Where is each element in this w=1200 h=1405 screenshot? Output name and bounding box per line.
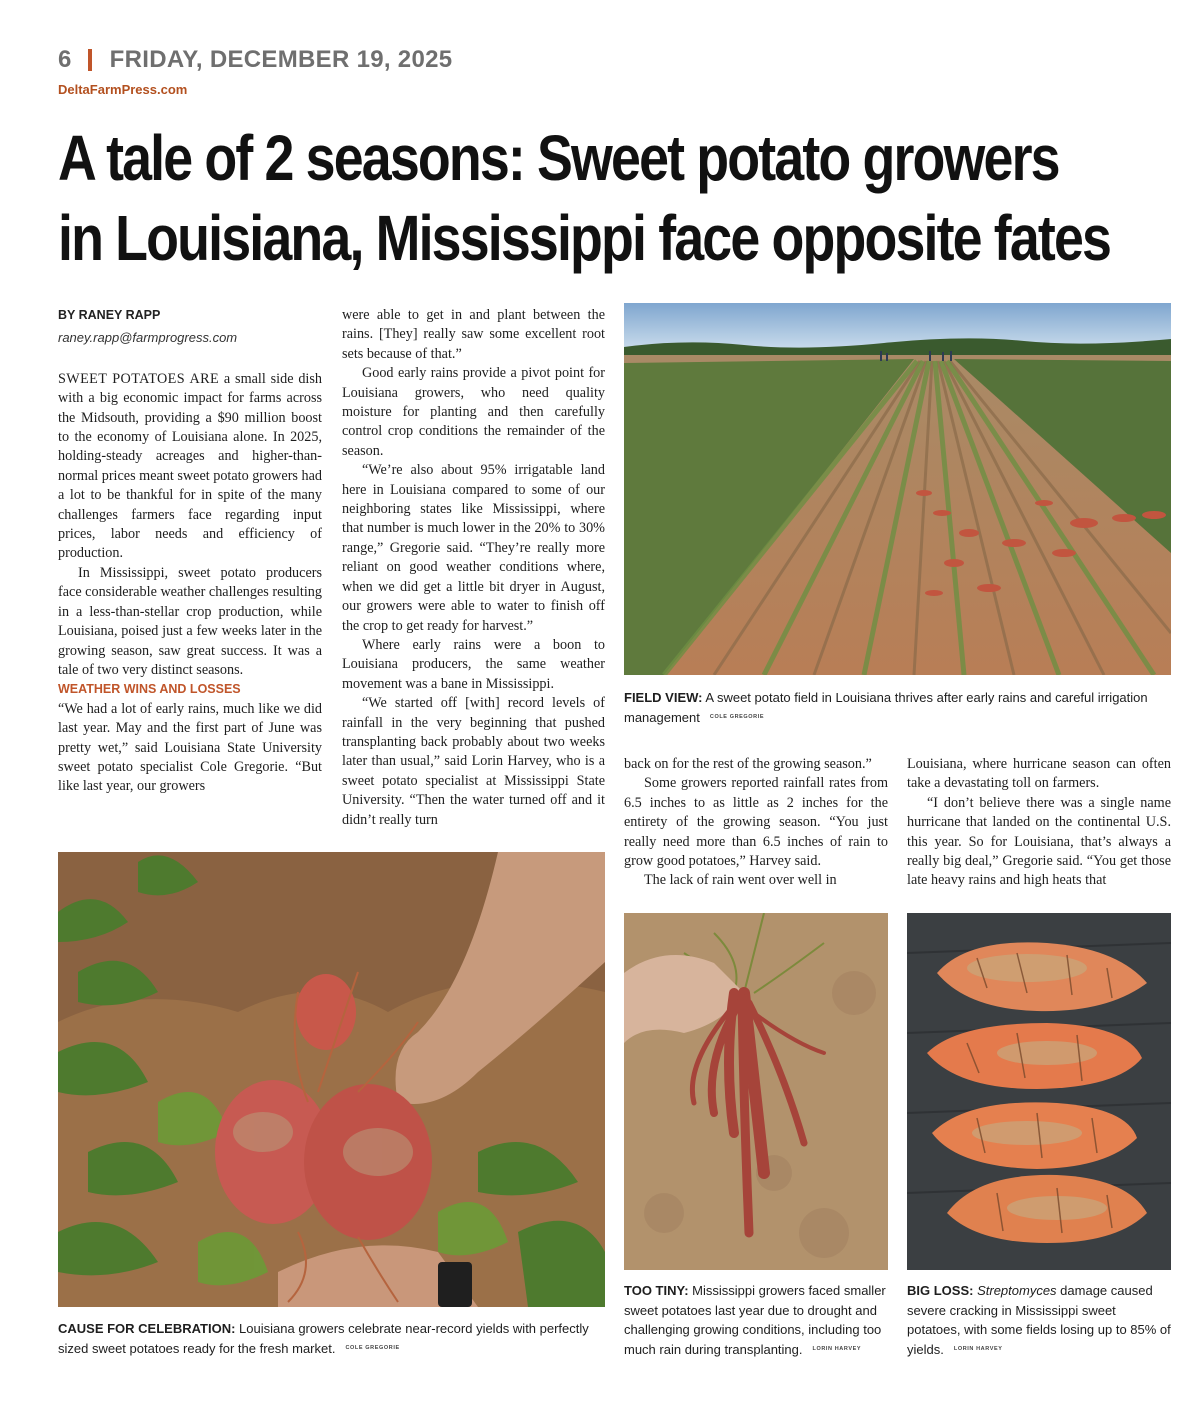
column-3 [624, 755, 888, 891]
caption-big-loss: BIG LOSS: Streptomyces damage caused severe cracking in Mississippi sweet potatoes, with some fields losing up to 85% of yields. LORIN HARVEY [907, 1283, 1171, 1357]
paragraph: “We started off [with] record levels of rainfall in the very beginning that pushed transplanting back probably about two weeks later than usual,” said Lorin Harvey, who is a sweet potato specialist at Mississippi State University. “Then the water turned off and it didn’t really turn [342, 695, 605, 828]
headline-line-2: in Louisiana, Mississippi face opposite fates [58, 202, 1111, 274]
photo-credit: LORIN HARVEY [812, 1346, 862, 1353]
issue-date: FRIDAY, DECEMBER 19, 2025 [109, 46, 453, 73]
paragraph: were able to get in and plant between the rains. [They] really saw some excellent root sets because of that.” [342, 307, 605, 362]
paragraph: Louisiana, where hurricane season can often take a devastating toll on farmers. [907, 756, 1171, 792]
caption-too-tiny: TOO TINY: Mississippi growers faced smaller sweet potatoes last year due to drought and challenging growing conditions, including too much rain during transplanting. LORIN HARVEY [624, 1283, 886, 1357]
column-2 [342, 306, 605, 830]
photo-credit: COLE GREGORIE [345, 1345, 400, 1352]
column-1 [58, 306, 322, 797]
site-url[interactable]: DeltaFarmPress.com [58, 82, 188, 97]
paragraph: The lack of rain went over well in [644, 872, 837, 889]
celebration-photo [58, 852, 605, 1307]
caption-field-view: FIELD VIEW: A sweet potato field in Louisiana thrives after early rains and careful irrigation management COLE GREGORIE [624, 690, 1148, 725]
folio [58, 46, 452, 74]
subhead-weather: WEATHER WINS AND LOSSES [58, 682, 241, 697]
paragraph: Good early rains provide a pivot point for Louisiana growers, who need quality moisture for planting and then carefully control crop conditions the remainder of the season. [342, 365, 605, 459]
page-number: 6 [58, 46, 72, 73]
paragraph: Some growers reported rainfall rates from 6.5 inches to as little as 2 inches for the entirety of the growing season. “You just really need more than 6.5 inches of rain to grow good potatoes,” Harvey said. [624, 775, 888, 870]
paragraph: back on for the rest of the growing season.” [624, 756, 872, 772]
too-tiny-photo [624, 913, 888, 1270]
paragraph: Where early rains were a boon to Louisiana producers, the same weather movement was a bane in Mississippi. [342, 636, 605, 692]
photo-credit: LORIN HARVEY [953, 1346, 1003, 1353]
photo-credit: COLE GREGORIE [709, 714, 765, 721]
caption-cause-for-celebration: CAUSE FOR CELEBRATION: Louisiana growers celebrate near-record yields with perfectly sized sweet potatoes ready for the fresh market. COLE GREGORIE [58, 1321, 589, 1356]
lead-in: SWEET POTATOES ARE [58, 370, 220, 387]
byline-author: BY RANEY RAPP [58, 308, 161, 322]
paragraph: “We had a lot of early rains, much like we did last year. May and the first part of June was pretty wet,” said Louisiana State University sweet potato specialist Cole Gregorie. “But like last year, our growers [58, 700, 322, 795]
byline-email[interactable]: raney.rapp@farmprogress.com [58, 330, 238, 346]
paragraph: SWEET POTATOES ARE a small side dish with a big economic impact for farms across the Midsouth, providing a $90 million boost to the economy of Louisiana alone. In 2025, holding-steady acreages and higher-than-normal prices meant sweet potato growers had a lot to be thankful for in spite of the many challenges farmers face regarding input prices, labor needs and efficiency of production. [58, 370, 322, 562]
field-view-photo [624, 303, 1171, 675]
folio-divider [88, 49, 92, 71]
headline [58, 118, 1111, 278]
big-loss-photo [907, 913, 1171, 1270]
paragraph: “We’re also about 95% irrigatable land here in Louisiana compared to some of our neighboring states like Mississippi, where that number is much lower in the 20% to 30% range,” Gregorie said. “They’re really more reliant on good weather conditions where, when we did get a little bit dryer in August, our growers were able to water to finish off the crop to get ready for harvest.” [342, 462, 605, 634]
headline-line-1: A tale of 2 seasons: Sweet potato growers [58, 122, 1059, 194]
column-4 [907, 755, 1171, 891]
paragraph: In Mississippi, sweet potato producers face considerable weather challenges resulting in a less-than-stellar crop production, while Louisiana, poised just a few weeks later in the growing season, saw great success. It was a tale of two very distinct seasons. [58, 564, 322, 678]
paragraph: “I don’t believe there was a single name hurricane that landed on the continental U.S. this year. So for Louisiana, that’s always a really big deal,” Gregorie said. “You get those late heavy rains and high heats that [907, 794, 1171, 889]
